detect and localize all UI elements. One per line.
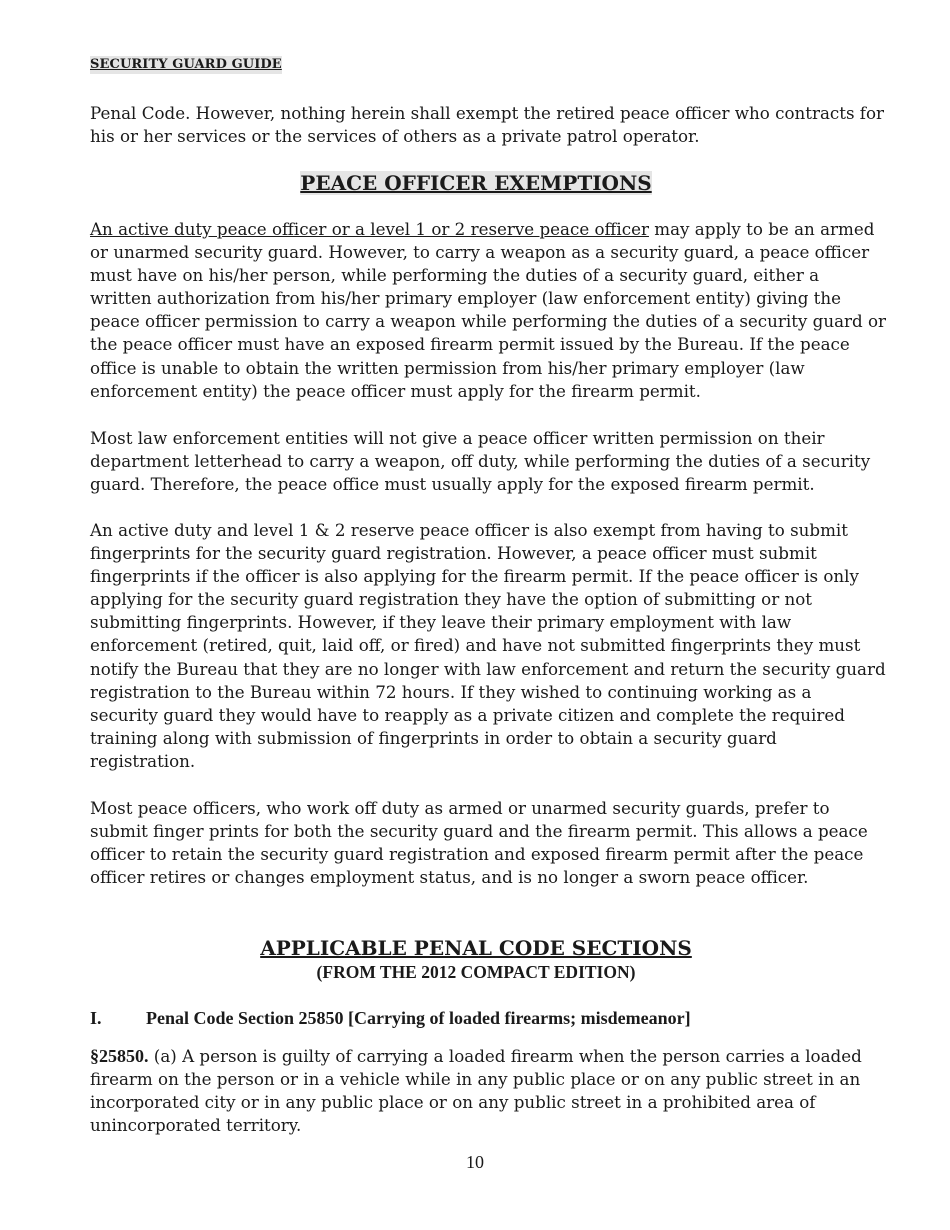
- text-line: officer to retain the security guard registration and exposed firearm permit after the peace: [90, 844, 864, 865]
- text-line: applying for the security guard registration they have the option of submitting or not: [90, 589, 812, 610]
- text-line: [90, 218, 875, 241]
- peace-officer-exemptions-heading: [90, 170, 862, 196]
- underlined-lead: An active duty peace officer or a level 1 or 2 reserve peace officer: [90, 219, 649, 239]
- text-line: An active duty and level 1 & 2 reserve peace officer is also exempt from having to submit: [90, 520, 848, 540]
- penal-code-heading: [90, 935, 862, 961]
- text-line: firearm on the person or in a vehicle while in any public place or on any public street in an: [90, 1069, 861, 1090]
- text-line: security guard they would have to reapply as a private citizen and complete the required: [90, 704, 845, 725]
- text-line: his or her services or the services of others as a private patrol operator.: [90, 126, 700, 147]
- statute-first-line: (a) A person is guilty of carrying a loaded firearm when the person carries a loaded: [148, 1046, 862, 1066]
- exemptions-paragraph-4: [90, 797, 868, 889]
- text-line: enforcement entity) the peace officer must apply for the firearm permit.: [90, 380, 701, 401]
- text-line: the peace officer must have an exposed firearm permit issued by the Bureau. If the peace: [90, 334, 850, 355]
- running-header: SECURITY GUARD GUIDE: [90, 57, 282, 72]
- text-line: enforcement (retired, quit, laid off, or fired) and have not submitted fingerprints they must: [90, 635, 861, 656]
- section-number: I.: [90, 1008, 102, 1028]
- text-line: submit finger prints for both the security guard and the firearm permit. This allows a peace: [90, 821, 868, 842]
- section-title-text: Penal Code Section 25850 [Carrying of loaded firearms; misdemeanor]: [146, 1008, 691, 1028]
- text-line: unincorporated territory.: [90, 1115, 302, 1136]
- intro-paragraph: [90, 102, 885, 148]
- text-line: or unarmed security guard. However, to carry a weapon as a security guard, a peace officer: [90, 242, 870, 263]
- exemptions-paragraph-1: [90, 218, 887, 403]
- text-line: peace officer permission to carry a weapon while performing the duties of a security guard or: [90, 311, 887, 332]
- heading-text: PEACE OFFICER EXEMPTIONS: [300, 171, 652, 195]
- text-line: submitting fingerprints. However, if they leave their primary employment with law: [90, 612, 792, 633]
- text-line: incorporated city or in any public place or on any public street in a prohibited area of: [90, 1092, 816, 1113]
- text-line: [90, 1045, 862, 1068]
- text-line: training along with submission of fingerprints in order to obtain a security guard: [90, 727, 777, 748]
- text-line: registration.: [90, 750, 196, 771]
- statute-code: §25850.: [90, 1046, 149, 1066]
- text-line: Most law enforcement entities will not give a peace officer written permission on their: [90, 428, 825, 448]
- text-line: fingerprints if the officer is also applying for the firearm permit. If the peace officer is only: [90, 566, 859, 587]
- text-line: office is unable to obtain the written permission from his/her primary employer (law: [90, 357, 805, 378]
- exemptions-paragraph-3: [90, 519, 886, 773]
- text-line: Penal Code. However, nothing herein shall exempt the retired peace officer who contracts for: [90, 103, 885, 123]
- lead-rest: may apply to be an armed: [648, 219, 875, 239]
- statute-paragraph: [90, 1045, 862, 1137]
- exemptions-paragraph-2: [90, 427, 871, 496]
- text-line: department letterhead to carry a weapon, off duty, while performing the duties of a security: [90, 451, 871, 472]
- text-line: fingerprints for the security guard registration. However, a peace officer must submit: [90, 543, 817, 564]
- text-line: registration to the Bureau within 72 hours. If they wished to continuing working as a: [90, 681, 812, 702]
- text-line: officer retires or changes employment status, and is no longer a sworn peace officer.: [90, 867, 809, 888]
- text-line: guard. Therefore, the peace office must usually apply for the exposed firearm permit.: [90, 474, 815, 495]
- text-line: written authorization from his/her primary employer (law enforcement entity) giving the: [90, 288, 842, 309]
- heading-text: APPLICABLE PENAL CODE SECTIONS: [260, 936, 692, 960]
- text-line: must have on his/her person, while performing the duties of a security guard, either a: [90, 265, 820, 286]
- text-line: notify the Bureau that they are no longer with law enforcement and return the security guard: [90, 658, 886, 679]
- penal-code-subheading: (FROM THE 2012 COMPACT EDITION): [316, 962, 636, 982]
- page-number: 10: [466, 1152, 484, 1172]
- text-line: Most peace officers, who work off duty as armed or unarmed security guards, prefer to: [90, 798, 830, 818]
- section-title: [90, 1006, 862, 1030]
